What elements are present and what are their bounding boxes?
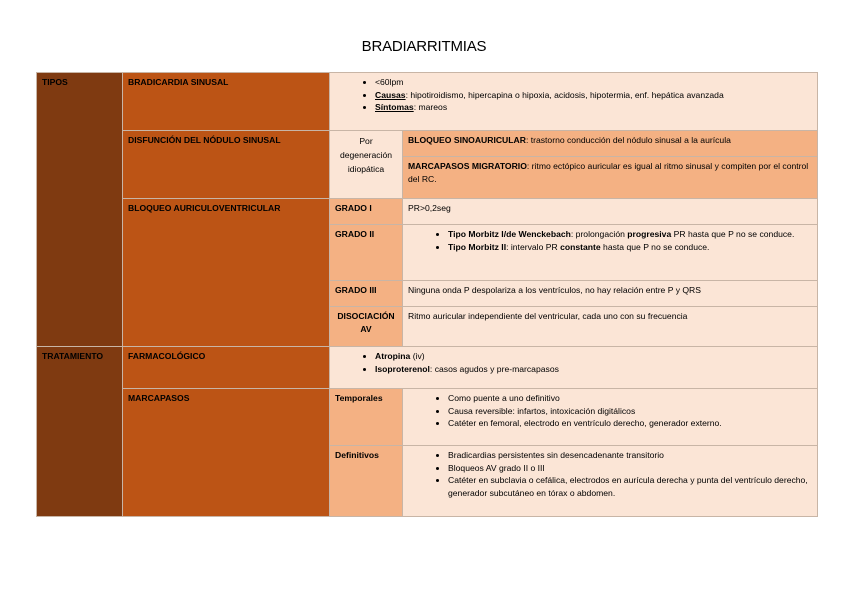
marcapasos-migratorio-cell: MARCAPASOS MIGRATORIO: ritmo ectópico auricular es igual al ritmo sinusal y compiten por el control del RC.: [403, 157, 818, 199]
grado-2-label: GRADO II: [330, 225, 403, 281]
definitivos-content: [403, 446, 818, 517]
list-item: • Como puente a uno definitivo: [448, 392, 812, 405]
bradicardia-sinusal-label: BRADICARDIA SINUSAL: [123, 73, 330, 131]
por-degeneracion-cell: Por degeneración idiopática: [330, 131, 403, 199]
row-farmacologico: [37, 347, 818, 389]
list-item: • Causas: hipotiroidismo, hipercapina o hipoxia, acidosis, hipotermia, enf. hepática avanzada: [375, 89, 812, 102]
temporales-label: Temporales: [330, 389, 403, 446]
page-title: BRADIARRITMIAS: [361, 38, 487, 55]
bloqueo-av-label: BLOQUEO AURICULOVENTRICULAR: [123, 199, 330, 347]
tipos-header: TIPOS: [37, 73, 123, 347]
list-item: • Tipo Morbitz II: intervalo PR constante hasta que P no se conduce.: [448, 241, 812, 254]
row-bradicardia-sinusal: [37, 73, 818, 131]
list-item: • Bloqueos AV grado II o III: [448, 462, 812, 475]
disociacion-av-label: DISOCIACIÓN AV: [330, 307, 403, 347]
disociacion-av-text: Ritmo auricular independiente del ventricular, cada uno con su frecuencia: [403, 307, 818, 347]
bradicardia-sinusal-content: [330, 73, 818, 131]
row-marcapasos-temporales: [37, 389, 818, 446]
farmacologico-content: [330, 347, 818, 389]
list-item: • <60lpm: [375, 76, 812, 89]
list-item: • Isoproterenol: casos agudos y pre-marcapasos: [375, 363, 812, 376]
list-item: • Síntomas: mareos: [375, 101, 812, 114]
list-item: • Catéter en femoral, electrodo en ventrículo derecho, generador externo.: [448, 417, 812, 430]
row-disfuncion-nodulo-sinusal: [37, 131, 818, 157]
list-item: • Catéter en subclavia o cefálica, electrodos en aurícula derecha y punta del ventrículo derecho, generador subcutáneo en tórax o abdomen.: [448, 474, 812, 499]
bradiarritmias-table: [36, 72, 818, 517]
list-item: • Causa reversible: infartos, intoxicación digitálicos: [448, 405, 812, 418]
grado-2-content: [403, 225, 818, 281]
grado-1-label: GRADO I: [330, 199, 403, 225]
definitivos-label: Definitivos: [330, 446, 403, 517]
temporales-content: [403, 389, 818, 446]
list-item: • Tipo Morbitz I/de Wenckebach: prolongación progresiva PR hasta que P no se conduce.: [448, 228, 812, 241]
tratamiento-header: TRATAMIENTO: [37, 347, 123, 517]
list-item: • Bradicardias persistentes sin desencadenante transitorio: [448, 449, 812, 462]
row-grado-1: [37, 199, 818, 225]
grado-1-text: PR>0,2seg: [403, 199, 818, 225]
bloqueo-sinoauricular-cell: BLOQUEO SINOAURICULAR: trastorno conducción del nódulo sinusal a la aurícula: [403, 131, 818, 157]
grado-3-text: Ninguna onda P despolariza a los ventrículos, no hay relación entre P y QRS: [403, 281, 818, 307]
grado-3-label: GRADO III: [330, 281, 403, 307]
list-item: • Atropina (iv): [375, 350, 812, 363]
farmacologico-label: FARMACOLÓGICO: [123, 347, 330, 389]
disfuncion-label: DISFUNCIÓN DEL NÓDULO SINUSAL: [123, 131, 330, 199]
marcapasos-label: MARCAPASOS: [123, 389, 330, 517]
